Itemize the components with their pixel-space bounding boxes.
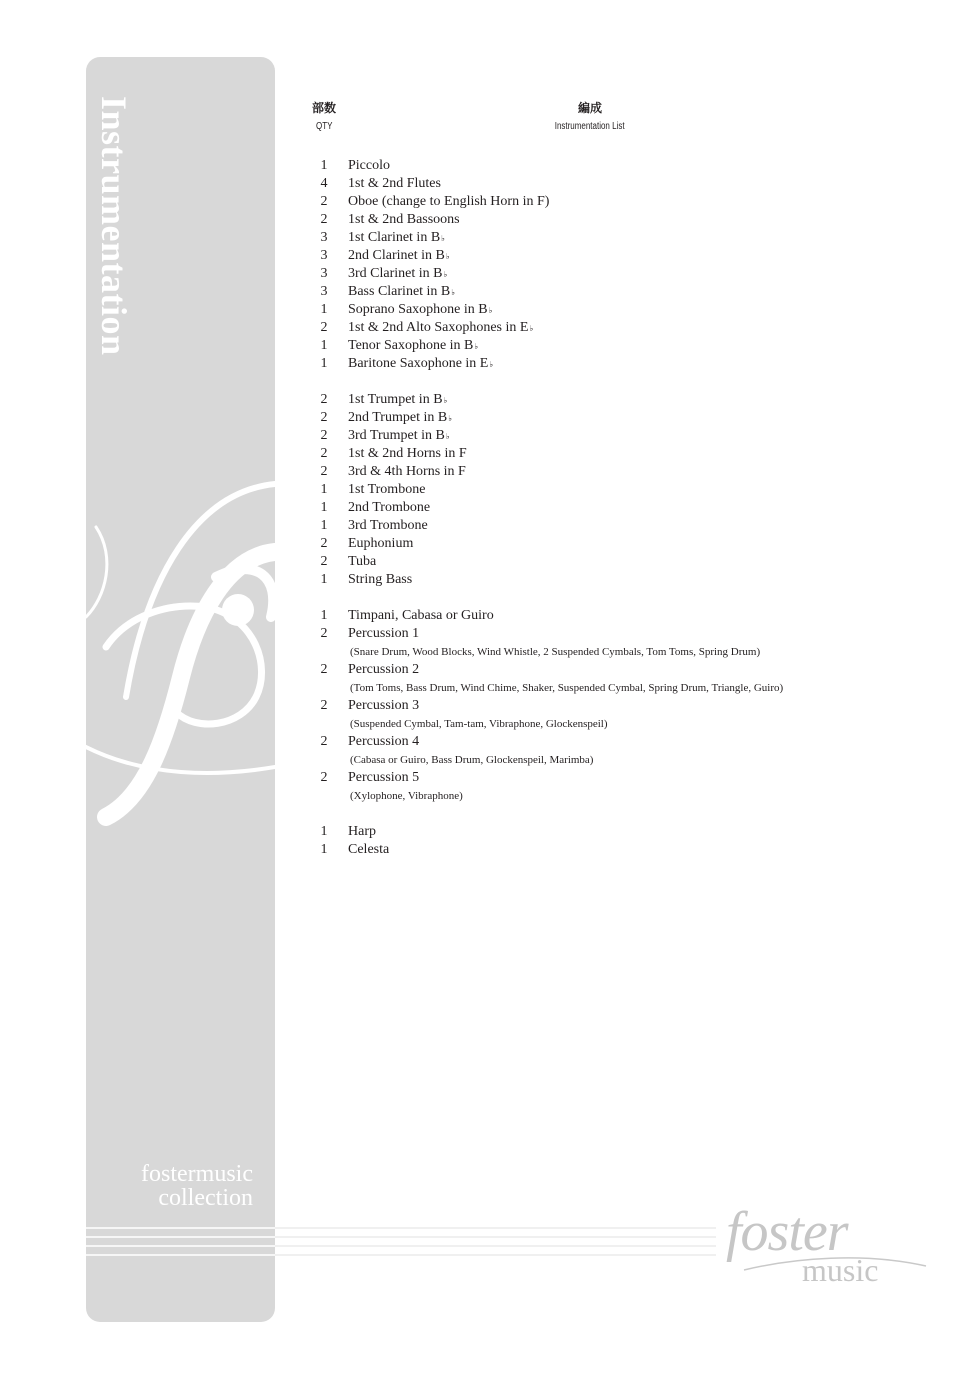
instrument-row bbox=[300, 193, 940, 211]
instrument-qty: 3 bbox=[320, 230, 328, 245]
instrument-qty: 3 bbox=[320, 284, 328, 299]
instrument-row bbox=[300, 463, 940, 481]
instrument-name: Piccolo bbox=[348, 158, 390, 173]
instrument-row bbox=[300, 733, 940, 751]
flat-sign: ♭ bbox=[448, 414, 452, 423]
instrument-name: 3rd Trumpet in B bbox=[348, 428, 445, 443]
instrument-name: 1st & 2nd Flutes bbox=[348, 176, 441, 191]
instrument-note: (Cabasa or Guiro, Bass Drum, Glockenspeil, Marimba) bbox=[350, 754, 594, 766]
instrument-name: Baritone Saxophone in E bbox=[348, 356, 489, 371]
instrument-qty: 1 bbox=[320, 608, 328, 623]
list-column-header bbox=[520, 101, 660, 134]
instrument-row bbox=[300, 769, 940, 787]
instrument-row bbox=[300, 571, 940, 589]
instrument-qty: 1 bbox=[320, 302, 328, 317]
instrument-row bbox=[300, 625, 940, 643]
instrument-name: Tuba bbox=[348, 554, 377, 569]
instrument-name: 2nd Clarinet in B bbox=[348, 248, 445, 263]
instrument-qty: 2 bbox=[320, 626, 328, 641]
instrument-row bbox=[300, 355, 940, 373]
instrument-row bbox=[300, 427, 940, 445]
logo-foster-text: foster bbox=[726, 1201, 848, 1263]
section-spacer bbox=[300, 805, 940, 823]
instrument-row bbox=[300, 607, 940, 625]
instrument-qty: 2 bbox=[320, 428, 328, 443]
list-header-cjk: 編成 bbox=[577, 101, 602, 115]
instrument-row bbox=[300, 481, 940, 499]
list-header-en: Instrumentation List bbox=[555, 121, 625, 132]
collection-line-1: fostermusic bbox=[141, 1161, 253, 1187]
instrument-qty: 1 bbox=[320, 500, 328, 515]
instrument-row bbox=[300, 445, 940, 463]
instrument-row bbox=[300, 661, 940, 679]
instrument-qty: 1 bbox=[320, 338, 328, 353]
instrument-row bbox=[300, 391, 940, 409]
instrument-qty: 1 bbox=[320, 518, 328, 533]
instrument-note: (Tom Toms, Bass Drum, Wind Chime, Shaker, Suspended Cymbal, Spring Drum, Triangle, Guiro) bbox=[350, 682, 784, 694]
instrument-qty: 2 bbox=[320, 770, 328, 785]
instrument-name: 2nd Trumpet in B bbox=[348, 410, 448, 425]
instrument-name: Percussion 3 bbox=[348, 698, 420, 713]
instrument-name: Percussion 5 bbox=[348, 770, 420, 785]
instrument-qty: 1 bbox=[320, 482, 328, 497]
qty-header-cjk: 部数 bbox=[311, 101, 336, 115]
instrument-qty: 2 bbox=[320, 662, 328, 677]
instrument-row bbox=[300, 247, 940, 265]
foster-music-logo bbox=[704, 1200, 934, 1300]
instrument-qty: 4 bbox=[320, 176, 328, 191]
instrument-note: (Snare Drum, Wood Blocks, Wind Whistle, 2 Suspended Cymbals, Tom Toms, Spring Drum) bbox=[350, 646, 761, 658]
instrument-qty: 2 bbox=[320, 554, 328, 569]
flat-sign: ♭ bbox=[445, 252, 450, 261]
flat-sign: ♭ bbox=[443, 270, 448, 279]
instrument-qty: 2 bbox=[320, 446, 328, 461]
flat-sign: ♭ bbox=[529, 324, 534, 333]
instrument-name: 1st Trumpet in B bbox=[348, 392, 443, 407]
instrument-qty: 2 bbox=[320, 410, 328, 425]
instrument-row bbox=[300, 157, 940, 175]
instrument-name: Euphonium bbox=[348, 536, 414, 551]
qty-header-en: QTY bbox=[315, 121, 333, 132]
instrument-name: Percussion 4 bbox=[348, 734, 420, 749]
instrument-row bbox=[300, 337, 940, 355]
instrument-name: Percussion 2 bbox=[348, 662, 420, 677]
flat-sign: ♭ bbox=[443, 396, 448, 405]
instrument-name: Bass Clarinet in B bbox=[348, 284, 451, 299]
instrument-name: 1st & 2nd Horns in F bbox=[348, 446, 467, 461]
qty-column-header bbox=[300, 101, 348, 134]
instrument-row bbox=[300, 229, 940, 247]
flat-sign: ♭ bbox=[488, 306, 493, 315]
instrument-qty: 1 bbox=[320, 356, 328, 371]
instrument-name: 3rd Clarinet in B bbox=[348, 266, 443, 281]
instrument-qty: 1 bbox=[320, 842, 328, 857]
instrument-qty: 2 bbox=[320, 194, 328, 209]
instrument-name: Soprano Saxophone in B bbox=[348, 302, 488, 317]
section-spacer bbox=[300, 589, 940, 607]
instrument-name: Oboe (change to English Horn in F) bbox=[348, 194, 550, 209]
instrument-qty: 1 bbox=[320, 824, 328, 839]
instrument-row bbox=[300, 409, 940, 427]
flat-sign: ♭ bbox=[441, 234, 445, 243]
logo-music-text: music bbox=[802, 1252, 879, 1288]
instrument-row bbox=[300, 211, 940, 229]
collection-brand bbox=[110, 1162, 253, 1210]
instrument-row bbox=[300, 499, 940, 517]
flat-sign: ♭ bbox=[489, 360, 494, 369]
instrument-row bbox=[300, 319, 940, 337]
flat-sign: ♭ bbox=[445, 432, 450, 441]
instrument-row bbox=[300, 535, 940, 553]
instrument-qty: 2 bbox=[320, 536, 328, 551]
instrument-row bbox=[300, 553, 940, 571]
instrument-qty: 1 bbox=[320, 158, 328, 173]
instrument-note: (Suspended Cymbal, Tam-tam, Vibraphone, Glockenspeil) bbox=[350, 718, 608, 730]
instrument-qty: 2 bbox=[320, 392, 328, 407]
section-spacer bbox=[300, 373, 940, 391]
flat-sign: ♭ bbox=[451, 288, 456, 297]
instrument-name: Tenor Saxophone in B bbox=[348, 338, 474, 353]
instrument-qty: 2 bbox=[320, 464, 328, 479]
instrument-qty: 1 bbox=[320, 572, 328, 587]
instrumentation-list bbox=[300, 157, 940, 859]
instrument-name: Celesta bbox=[348, 842, 390, 857]
sidebar-title: Instrumentation bbox=[94, 96, 134, 356]
collection-line-2: collection bbox=[158, 1185, 253, 1211]
instrument-row bbox=[300, 823, 940, 841]
instrument-row bbox=[300, 841, 940, 859]
staff-lines-decoration bbox=[86, 1224, 716, 1264]
instrument-name: 1st Trombone bbox=[348, 482, 426, 497]
instrument-qty: 3 bbox=[320, 248, 328, 263]
instrument-name: 3rd Trombone bbox=[348, 518, 428, 533]
instrument-row bbox=[300, 517, 940, 535]
instrument-qty: 2 bbox=[320, 212, 328, 227]
instrument-name: String Bass bbox=[348, 572, 413, 587]
instrument-row bbox=[300, 175, 940, 193]
instrument-name: Percussion 1 bbox=[348, 626, 420, 641]
instrument-name: 3rd & 4th Horns in F bbox=[348, 464, 466, 479]
instrument-row bbox=[300, 283, 940, 301]
instrument-row bbox=[300, 265, 940, 283]
instrument-name: 1st Clarinet in B bbox=[348, 230, 441, 245]
instrument-note: (Xylophone, Vibraphone) bbox=[350, 790, 463, 802]
instrument-name: 2nd Trombone bbox=[348, 500, 431, 515]
instrument-row bbox=[300, 301, 940, 319]
instrument-name: Harp bbox=[348, 824, 376, 839]
instrument-qty: 2 bbox=[320, 698, 328, 713]
instrument-qty: 3 bbox=[320, 266, 328, 281]
flat-sign: ♭ bbox=[474, 342, 479, 351]
instrument-qty: 2 bbox=[320, 734, 328, 749]
instrument-name: 1st & 2nd Alto Saxophones in E bbox=[348, 320, 529, 335]
instrument-name: Timpani, Cabasa or Guiro bbox=[348, 608, 494, 623]
instrument-qty: 2 bbox=[320, 320, 328, 335]
instrument-name: 1st & 2nd Bassoons bbox=[348, 212, 460, 227]
instrument-row bbox=[300, 697, 940, 715]
